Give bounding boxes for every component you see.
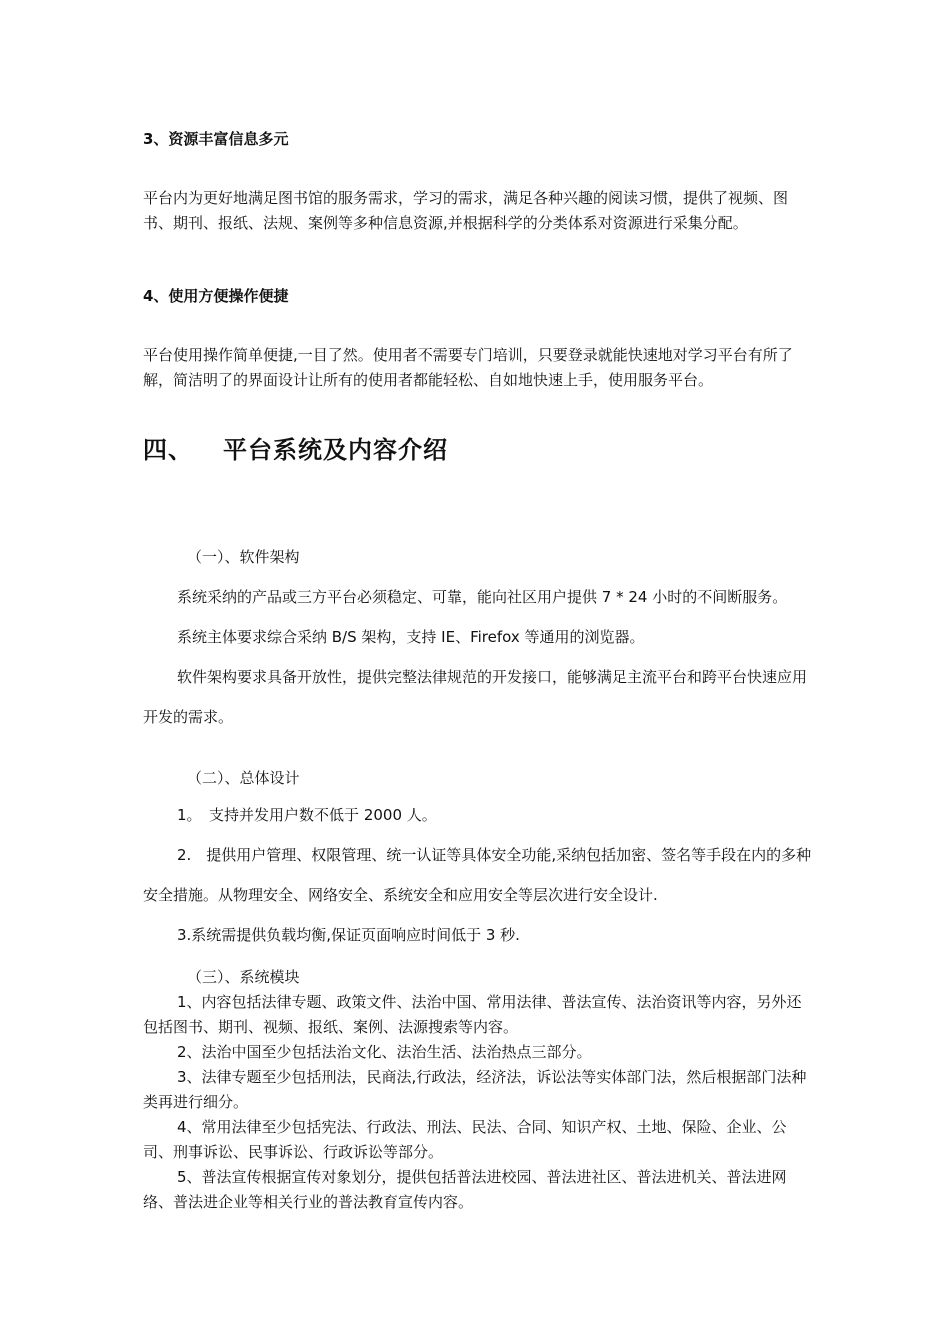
design-item-3: 3.系统需提供负载均衡,保证页面响应时间低于 3 秒. — [177, 926, 520, 944]
heading-resources: 3、资源丰富信息多元 — [143, 130, 289, 148]
design-item-1: 1。 支持并发用户数不低于 2000 人。 — [177, 806, 437, 824]
module-item-3: 3、法律专题至少包括刑法，民商法,行政法，经济法，诉讼法等实体部门法，然后根据部门法种类再进行细分。 — [143, 1068, 807, 1111]
system-modules-section — [143, 965, 813, 1215]
heading-usability: 4、使用方便操作便捷 — [143, 287, 289, 305]
software-architecture-section — [143, 537, 813, 737]
software-paragraph-3: 软件架构要求具备开放性，提供完整法律规范的开发接口，能够满足主流平台和跨平台快速应用开发的需求。 — [143, 668, 808, 726]
overall-design-section — [143, 766, 813, 955]
section-title-text: 平台系统及内容介绍 — [223, 436, 448, 464]
software-paragraph-1: 系统采纳的产品或三方平台必须稳定、可靠，能向社区用户提供 7 * 24 小时的不间断服务。 — [177, 588, 788, 606]
design-heading: （二）、总体设计 — [187, 769, 300, 787]
software-heading: （一）、软件架构 — [187, 548, 300, 566]
design-item-2: 2. 提供用户管理、权限管理、统一认证等具体安全功能,采纳包括加密、签名等手段在内的多种安全措施。从物理安全、网络安全、系统安全和应用安全等层次进行安全设计. — [143, 846, 812, 904]
section-title — [143, 430, 813, 465]
module-item-4: 4、常用法律至少包括宪法、行政法、刑法、民法、合同、知识产权、土地、保险、企业、公司、刑事诉讼、民事诉讼、行政诉讼等部分。 — [143, 1118, 787, 1161]
paragraph-resources: 平台内为更好地满足图书馆的服务需求，学习的需求，满足各种兴趣的阅读习惯，提供了视频、图书、期刊、报纸、法规、案例等多种信息资源,并根据科学的分类体系对资源进行采集分配。 — [143, 189, 789, 232]
paragraph-usability: 平台使用操作简单便捷,一目了然。使用者不需要专门培训，只要登录就能快速地对学习平台有所了解，简洁明了的界面设计让所有的使用者都能轻松、自如地快速上手，使用服务平台。 — [143, 346, 793, 389]
modules-heading: （三）、系统模块 — [187, 968, 300, 986]
module-item-5: 5、普法宣传根据宣传对象划分，提供包括普法进校园、普法进社区、普法进机关、普法进网络、普法进企业等相关行业的普法教育宣传内容。 — [143, 1168, 787, 1211]
module-item-1: 1、内容包括法律专题、政策文件、法治中国、常用法律、普法宣传、法治资讯等内容，另外还包括图书、期刊、视频、报纸、案例、法源搜索等内容。 — [143, 993, 802, 1036]
section-number: 四、 — [143, 436, 193, 464]
software-paragraph-2: 系统主体要求综合采纳 B/S 架构，支持 IE、Firefox 等通用的浏览器。 — [177, 628, 645, 646]
module-item-2: 2、法治中国至少包括法治文化、法治生活、法治热点三部分。 — [177, 1043, 592, 1061]
